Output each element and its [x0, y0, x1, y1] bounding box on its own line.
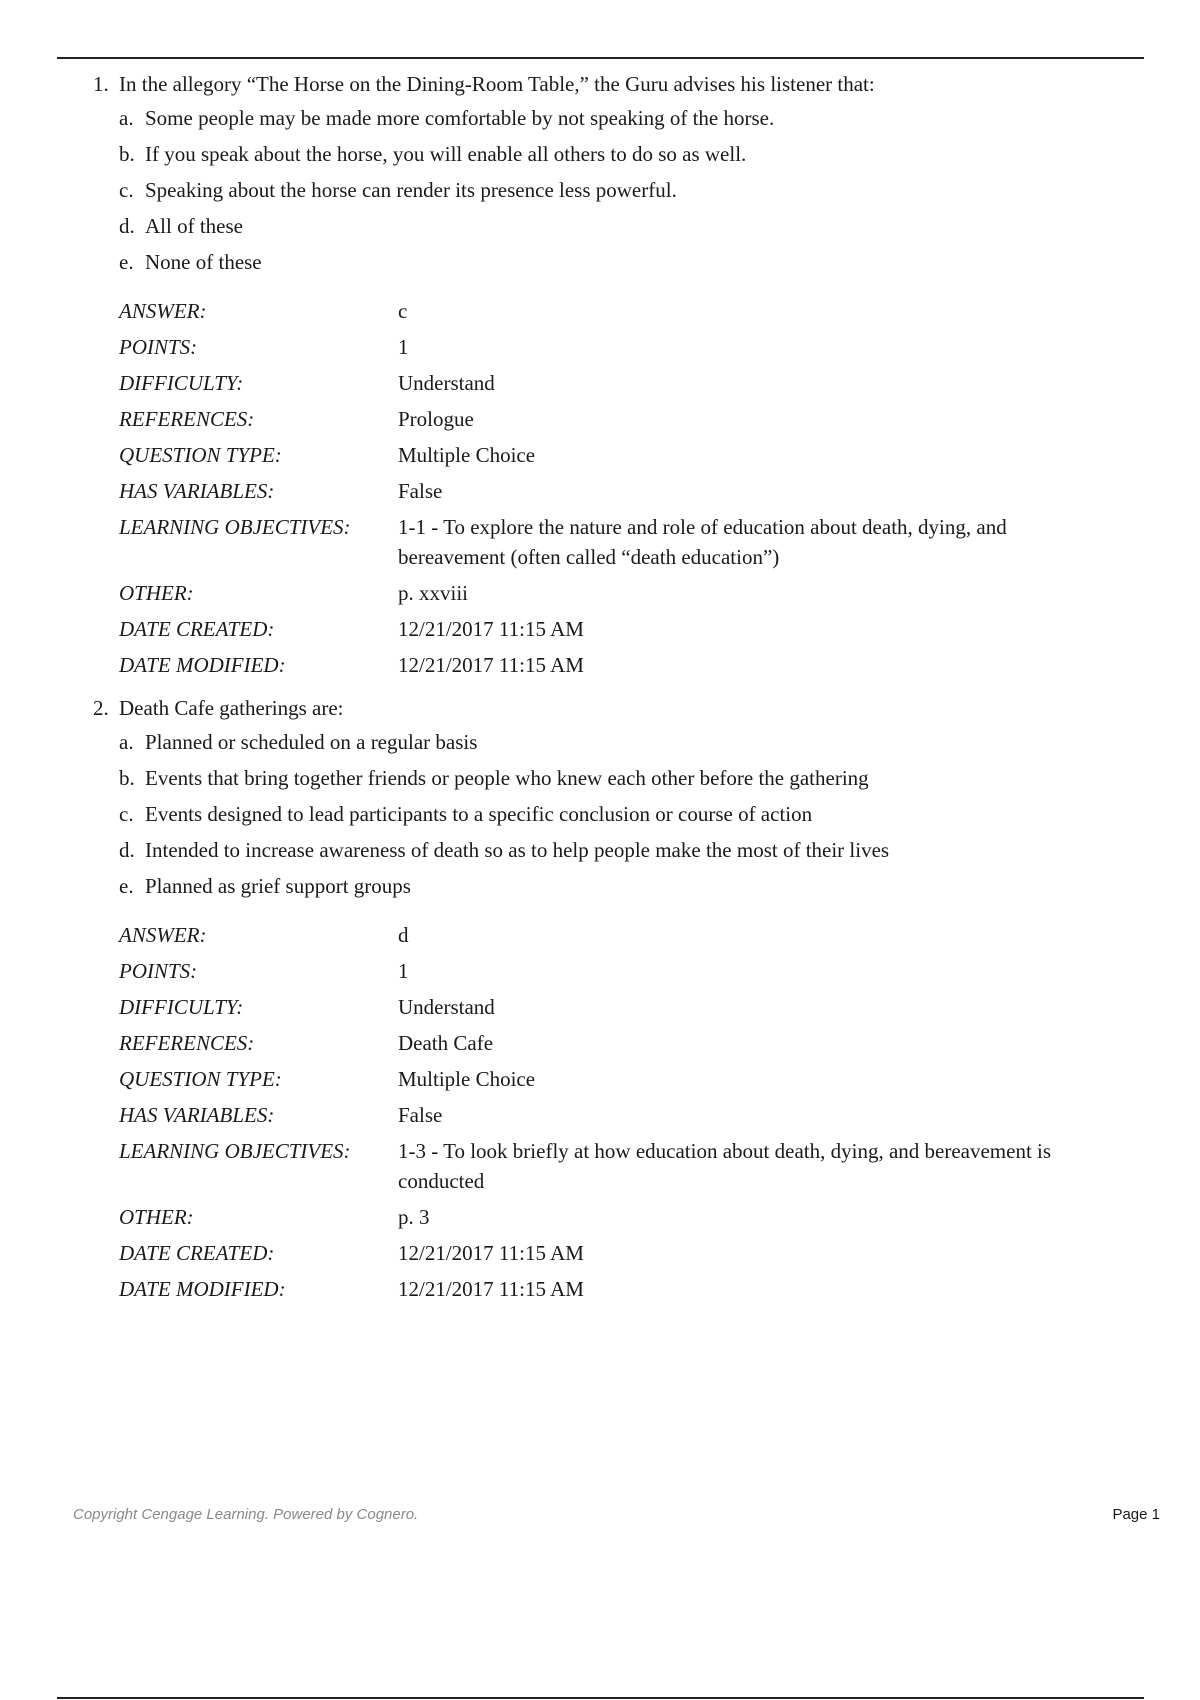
choice-list	[119, 100, 1200, 280]
choice-text: All of these	[145, 214, 243, 238]
choice-b	[119, 760, 1200, 796]
question-text: In the allegory “The Horse on the Dining-Room Table,” the Guru advises his listener that:	[119, 72, 875, 96]
meta-learning-objectives	[119, 1136, 1200, 1196]
choice-letter: a.	[119, 106, 134, 130]
choice-letter: e.	[119, 874, 134, 898]
meta-label: QUESTION TYPE:	[119, 1067, 282, 1091]
question-2	[0, 694, 1200, 1304]
meta-value: Understand	[398, 371, 495, 395]
meta-label: DIFFICULTY:	[119, 995, 244, 1019]
meta-value: 12/21/2017 11:15 AM	[398, 1241, 584, 1265]
bottom-rule	[57, 1697, 1144, 1699]
meta-answer	[119, 296, 1200, 326]
choice-letter: e.	[119, 250, 134, 274]
meta-value: 12/21/2017 11:15 AM	[398, 653, 584, 677]
meta-label: LEARNING OBJECTIVES:	[119, 515, 351, 539]
question-number: 2.	[93, 696, 109, 720]
meta-label: OTHER:	[119, 581, 194, 605]
meta-label: POINTS:	[119, 959, 198, 983]
meta-difficulty	[119, 368, 1200, 398]
meta-value: 1	[398, 335, 409, 359]
meta-label: OTHER:	[119, 1205, 194, 1229]
meta-answer	[119, 920, 1200, 950]
meta-difficulty	[119, 992, 1200, 1022]
question-number: 1.	[93, 72, 109, 96]
choice-b	[119, 136, 1200, 172]
meta-points	[119, 956, 1200, 986]
meta-label: DATE MODIFIED:	[119, 1277, 286, 1301]
meta-learning-objectives	[119, 512, 1200, 572]
meta-label: REFERENCES:	[119, 1031, 255, 1055]
choice-text: Intended to increase awareness of death so as to help people make the most of their lives	[145, 838, 890, 862]
meta-value: 1-1 - To explore the nature and role of education about death, dying, and bereavement (often called “death education”)	[398, 515, 1007, 569]
meta-label: DIFFICULTY:	[119, 371, 244, 395]
choice-c	[119, 796, 1200, 832]
meta-question-type	[119, 440, 1200, 470]
choice-text: None of these	[145, 250, 262, 274]
meta-label: HAS VARIABLES:	[119, 479, 275, 503]
question-stem	[93, 694, 1200, 723]
question-stem	[93, 70, 1200, 99]
meta-question-type	[119, 1064, 1200, 1094]
choice-letter: c.	[119, 802, 134, 826]
meta-value: 12/21/2017 11:15 AM	[398, 1277, 584, 1301]
meta-label: REFERENCES:	[119, 407, 255, 431]
meta-label: LEARNING OBJECTIVES:	[119, 1139, 351, 1163]
question-metadata	[119, 296, 1200, 680]
meta-value: 12/21/2017 11:15 AM	[398, 617, 584, 641]
meta-value: Death Cafe	[398, 1031, 494, 1055]
choice-list	[119, 724, 1200, 904]
meta-value: 1	[398, 959, 409, 983]
meta-label: DATE MODIFIED:	[119, 653, 286, 677]
question-metadata	[119, 920, 1200, 1304]
meta-date-created	[119, 614, 1200, 644]
meta-label: ANSWER:	[119, 923, 207, 947]
meta-value: c	[398, 299, 408, 323]
choice-letter: d.	[119, 214, 135, 238]
meta-value: Prologue	[398, 407, 474, 431]
meta-references	[119, 1028, 1200, 1058]
meta-label: DATE CREATED:	[119, 617, 275, 641]
meta-date-modified	[119, 1274, 1200, 1304]
meta-value: 1-3 - To look briefly at how education about death, dying, and bereavement is conducted	[398, 1139, 1052, 1193]
meta-date-created	[119, 1238, 1200, 1268]
meta-label: POINTS:	[119, 335, 198, 359]
choice-text: Events that bring together friends or people who knew each other before the gathering	[145, 766, 869, 790]
choice-a	[119, 724, 1200, 760]
meta-date-modified	[119, 650, 1200, 680]
choice-letter: a.	[119, 730, 134, 754]
meta-other	[119, 578, 1200, 608]
choice-text: Events designed to lead participants to a specific conclusion or course of action	[145, 802, 813, 826]
meta-label: DATE CREATED:	[119, 1241, 275, 1265]
page-number: Page 1	[1112, 1506, 1160, 1523]
choice-d	[119, 832, 1200, 868]
meta-value: p. 3	[398, 1205, 430, 1229]
meta-references	[119, 404, 1200, 434]
choice-letter: b.	[119, 142, 135, 166]
choice-text: If you speak about the horse, you will enable all others to do so as well.	[145, 142, 747, 166]
meta-label: HAS VARIABLES:	[119, 1103, 275, 1127]
meta-value: Understand	[398, 995, 495, 1019]
meta-label: ANSWER:	[119, 299, 207, 323]
meta-value: d	[398, 923, 409, 947]
copyright-notice: Copyright Cengage Learning. Powered by Cognero.	[73, 1506, 419, 1523]
meta-value: False	[398, 479, 443, 503]
question-text: Death Cafe gatherings are:	[119, 696, 344, 720]
choice-e	[119, 868, 1200, 904]
choice-text: Some people may be made more comfortable by not speaking of the horse.	[145, 106, 775, 130]
meta-has-variables	[119, 476, 1200, 506]
choice-d	[119, 208, 1200, 244]
meta-points	[119, 332, 1200, 362]
choice-text: Planned as grief support groups	[145, 874, 411, 898]
meta-value: False	[398, 1103, 443, 1127]
meta-other	[119, 1202, 1200, 1232]
meta-value: p. xxviii	[398, 581, 469, 605]
choice-letter: c.	[119, 178, 134, 202]
meta-label: QUESTION TYPE:	[119, 443, 282, 467]
choice-text: Planned or scheduled on a regular basis	[145, 730, 478, 754]
meta-value: Multiple Choice	[398, 443, 536, 467]
choice-text: Speaking about the horse can render its presence less powerful.	[145, 178, 677, 202]
choice-a	[119, 100, 1200, 136]
meta-value: Multiple Choice	[398, 1067, 536, 1091]
top-rule	[57, 57, 1144, 59]
choice-letter: b.	[119, 766, 135, 790]
question-list	[0, 70, 1200, 1310]
choice-c	[119, 172, 1200, 208]
choice-e	[119, 244, 1200, 280]
question-1	[0, 70, 1200, 680]
meta-has-variables	[119, 1100, 1200, 1130]
choice-letter: d.	[119, 838, 135, 862]
